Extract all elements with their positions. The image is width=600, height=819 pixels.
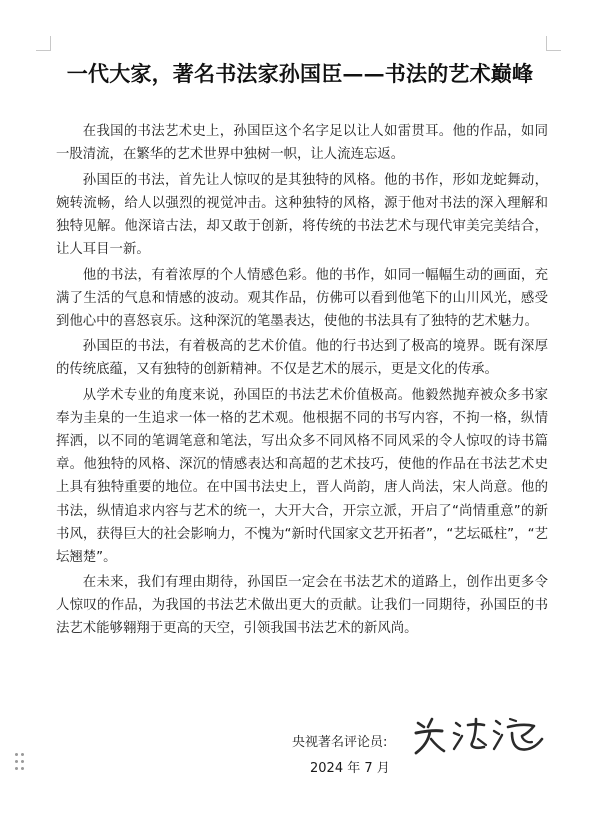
- paragraph-1: 在我国的书法艺术史上，孙国臣这个名字足以让人如雷贯耳。他的作品，如同一股清流，在繁华的艺术世界中独树一帜，让人流连忘返。: [56, 124, 548, 163]
- signature-date: 2024 年 7 月: [310, 761, 390, 776]
- crop-mark-top-left: [36, 36, 51, 51]
- handwritten-signature: [412, 709, 552, 759]
- paragraph-4: 孙国臣的书法，有着极高的艺术价值。他的行书达到了极高的境界。既有深厚的传统底蕴，又有独特的创新精神。不仅是艺术的展示，更是文化的传承。: [56, 339, 548, 378]
- paragraph-3: 他的书法，有着浓厚的个人情感色彩。他的书作，如同一幅幅生动的画面，充满了生活的气息和情感的波动。观其作品，仿佛可以看到他笔下的山川风光，感受到他心中的喜怒哀乐。这种深沉的笔墨表达，使他的书法具有了独特的艺术魅力。: [56, 267, 548, 329]
- paragraph-6: 在未来，我们有理由期待，孙国臣一定会在书法艺术的道路上，创作出更多令人惊叹的作品，为我国的书法艺术做出更大的贡献。让我们一同期待，孙国臣的书法艺术能够翱翔于更高的天空，引领我国书法艺术的新风尚。: [56, 575, 548, 637]
- signature-label: 央视著名评论员:: [292, 735, 388, 750]
- paragraph-2: 孙国臣的书法，首先让人惊叹的是其独特的风格。他的书作，形如龙蛇舞动，婉转流畅，给人以强烈的视觉冲击。这种独特的风格，源于他对书法的深入理解和独特见解。他深谙古法，却又敢于创新，将传统的书法艺术与现代审美完美结合，让人耳目一新。: [56, 172, 548, 257]
- document-body: [56, 120, 548, 643]
- document-title: 一代大家，著名书法家孙国臣——书法的艺术巅峰: [66, 61, 534, 86]
- drag-handle-icon[interactable]: [14, 752, 26, 772]
- crop-mark-top-right: [546, 36, 561, 51]
- paragraph-5: 从学术专业的角度来说，孙国臣的书法艺术价值极高。他毅然抛弃被众多书家奉为圭臬的一生追求一体一格的艺术观。他根据不同的书写内容，不拘一格，纵情挥洒，以不同的笔调笔意和笔法，写出众多不同风格不同风采的令人惊叹的诗书篇章。他独特的风格、深沉的情感表达和高超的艺术技巧，使他的作品在书法艺术史上具有独特重要的地位。在中国书法史上，晋人尚韵，唐人尚法，宋人尚意。他的书法，纵情追求内容与艺术的统一，大开大合，开宗立派，开启了“尚情重意”的新书风，获得巨大的社会影响力，不愧为“新时代国家文艺开拓者”，“艺坛砥柱”，“艺坛翘楚”。: [56, 388, 548, 565]
